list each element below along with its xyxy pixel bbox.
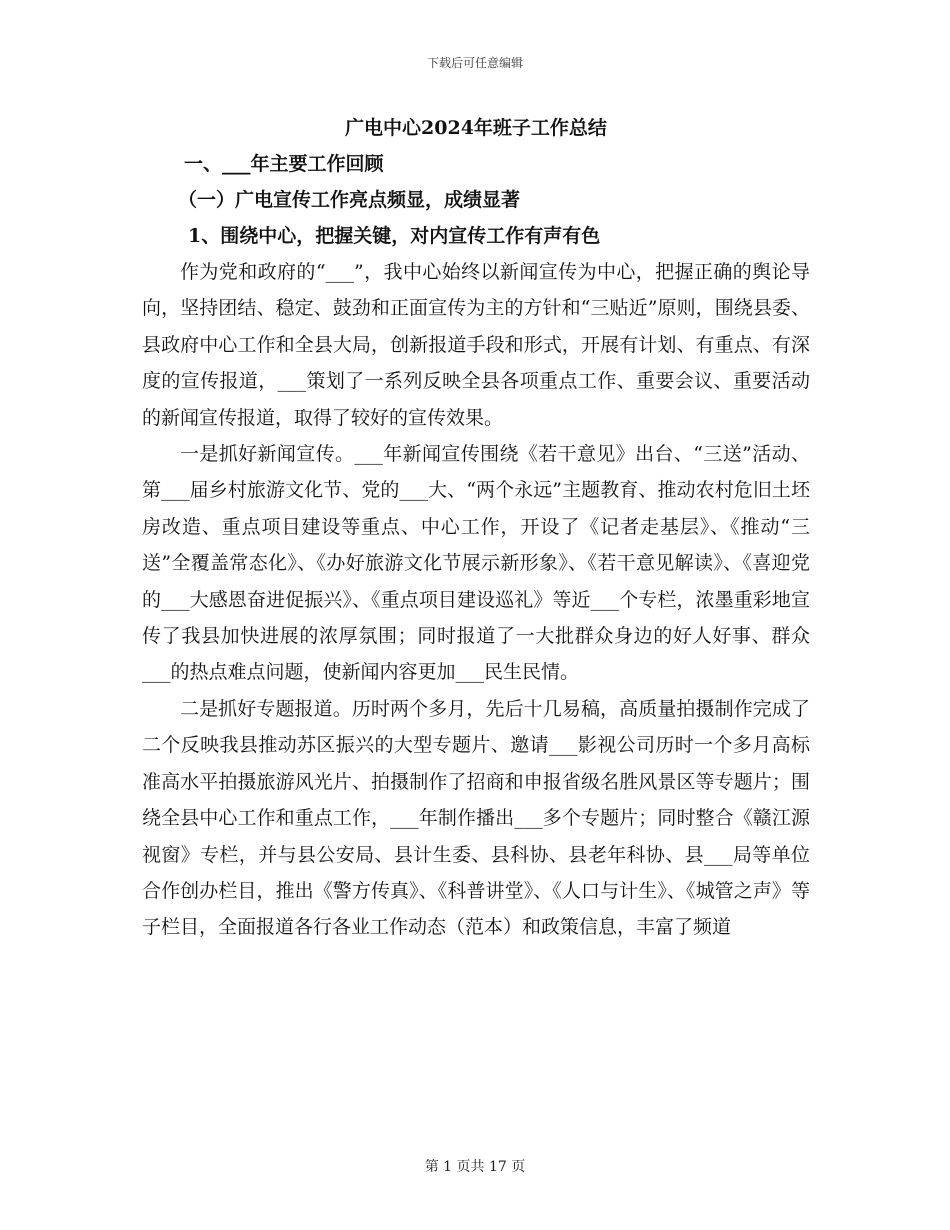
section-heading-3: 1、围绕中心，把握关键，对内宣传工作有声有色 bbox=[188, 225, 601, 247]
document-title: 广电中心2024年班子工作总结 bbox=[345, 117, 607, 139]
header-note: 下载后可任意编辑 bbox=[426, 56, 523, 70]
paragraph-news: 一是抓好新闻宣传。___年新闻宣传围绕《若干意见》出台、“三送”活动、第___届乡村旅游文化节、党的___大、“两个永远”主题教育、推动农村危旧土坯房改造、重点项目建设等重点、中心工作，开设了《记者走基层》、《推动“三送”全覆盖常态化》、《办好旅游文化节展示新形象》、《若干意见解读》、《喜迎党的___大感恩奋进促振兴》、《重点项目建设巡礼》等近___个专栏，浓墨重彩地宣传了我县加快进展的浓厚氛围；同时报道了一大批群众身边的好人好事、群众___的热点难点问题，使新闻内容更加___民生民情。 bbox=[142, 443, 810, 684]
section-heading-1: 一、___年主要工作回顾 bbox=[184, 153, 384, 175]
page-footer: 第 1 页共 17 页 bbox=[424, 1159, 526, 1175]
section-heading-2: （一）广电宣传工作亮点频显，成绩显著 bbox=[178, 189, 521, 211]
paragraph-intro: 作为党和政府的“___”，我中心始终以新闻宣传为中心，把握正确的舆论导向，坚持团结、稳定、鼓劲和正面宣传为主的方针和“三贴近”原则，围绕县委、县政府中心工作和全县大局，创新报道手段和形式，开展有计划、有重点、有深度的宣传报道，___策划了一系列反映全县各项重点工作、重要会议、重要活动的新闻宣传报道，取得了较好的宣传效果。 bbox=[142, 261, 810, 429]
document-body bbox=[142, 110, 810, 946]
paragraph-special: 二是抓好专题报道。历时两个多月，先后十几易稿，高质量拍摄制作完成了二个反映我县推动苏区振兴的大型专题片、邀请___影视公司历时一个多月高标准高水平拍摄旅游风光片、拍摄制作了招商和申报省级名胜风景区等专题片；围绕全县中心工作和重点工作，___年制作播出___多个专题片；同时整合《赣江源视窗》专栏，并与县公安局、县计生委、县科协、县老年科协、县___局等单位合作创办栏目，推出《警方传真》、《科普讲堂》、《人口与计生》、《城管之声》等子栏目，全面报道各行各业工作动态（范本）和政策信息，丰富了频道 bbox=[142, 697, 810, 939]
